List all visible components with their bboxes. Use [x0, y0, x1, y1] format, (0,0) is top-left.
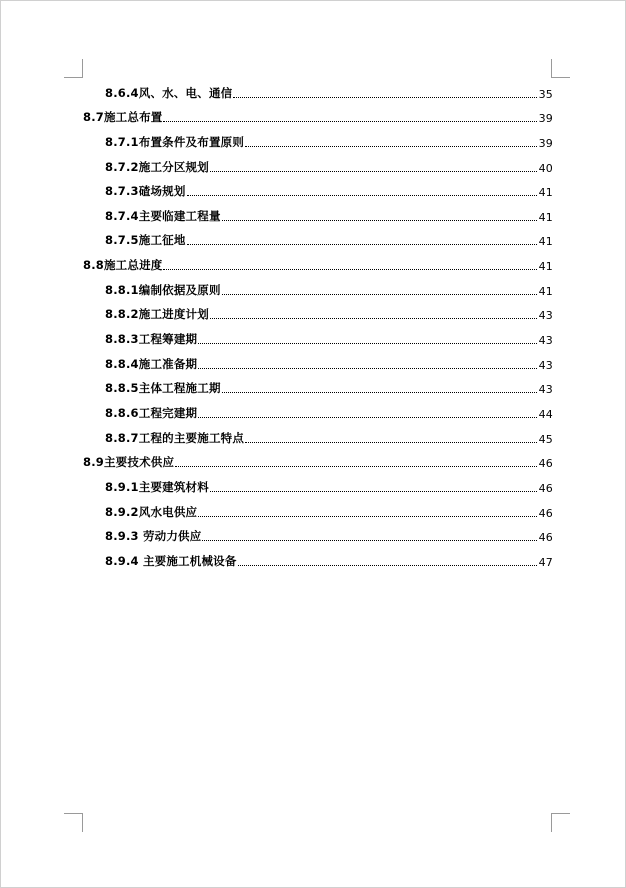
toc-dot-leader — [187, 244, 537, 245]
toc-dot-leader — [210, 491, 537, 492]
toc-entry[interactable] — [83, 251, 553, 276]
toc-entry-title: 8.7.4主要临建工程量 — [105, 208, 221, 223]
toc-entry-title: 8.8.5主体工程施工期 — [105, 381, 221, 396]
toc-entry-title: 8.9.2风水电供应 — [105, 504, 198, 519]
toc-dot-leader — [210, 171, 537, 172]
toc-entry-page-number: 47 — [538, 555, 553, 569]
toc-dot-leader — [222, 392, 537, 393]
toc-dot-leader — [175, 466, 536, 467]
toc-entry-page-number: 43 — [538, 383, 553, 397]
toc-dot-leader — [163, 269, 536, 270]
toc-entry[interactable] — [83, 202, 553, 227]
toc-entry-page-number: 44 — [538, 407, 553, 421]
toc-dot-leader — [245, 146, 537, 147]
toc-entry-page-number: 43 — [538, 309, 553, 323]
toc-entry-page-number: 46 — [538, 506, 553, 520]
toc-entry[interactable] — [83, 473, 553, 498]
toc-dot-leader — [222, 220, 537, 221]
toc-dot-leader — [198, 368, 536, 369]
toc-entry-title: 8.8.3工程筹建期 — [105, 332, 198, 347]
toc-entry-page-number: 35 — [538, 87, 553, 101]
toc-entry-title: 8.9.4 主要施工机械设备 — [105, 553, 237, 568]
toc-entry-page-number: 41 — [538, 260, 553, 274]
toc-dot-leader — [198, 343, 536, 344]
toc-entry[interactable] — [83, 449, 553, 474]
toc-entry[interactable] — [83, 276, 553, 301]
toc-entry-page-number: 41 — [538, 210, 553, 224]
toc-dot-leader — [202, 540, 536, 541]
toc-entry-page-number: 40 — [538, 161, 553, 175]
toc-dot-leader — [210, 318, 537, 319]
toc-entry-title: 8.8.2施工进度计划 — [105, 307, 209, 322]
toc-entry-page-number: 46 — [538, 531, 553, 545]
toc-entry-page-number: 39 — [538, 136, 553, 150]
toc-entry[interactable] — [83, 128, 553, 153]
toc-entry-title: 8.9.1主要建筑材料 — [105, 479, 209, 494]
toc-entry[interactable] — [83, 498, 553, 523]
toc-entry[interactable] — [83, 153, 553, 178]
toc-entry-page-number: 46 — [538, 481, 553, 495]
toc-entry-title: 8.8.7工程的主要施工特点 — [105, 430, 245, 445]
toc-entry-page-number: 41 — [538, 186, 553, 200]
toc-dot-leader — [222, 294, 537, 295]
toc-entry[interactable] — [83, 547, 553, 572]
toc-dot-leader — [245, 442, 537, 443]
toc-entry-title: 8.6.4风、水、电、通信 — [105, 85, 233, 100]
toc-dot-leader — [198, 516, 536, 517]
toc-entry[interactable] — [83, 399, 553, 424]
toc-dot-leader — [238, 565, 537, 566]
toc-entry-title: 8.7.1布置条件及布置原则 — [105, 134, 245, 149]
toc-entry[interactable] — [83, 350, 553, 375]
toc-entry-title: 8.7施工总布置 — [83, 110, 163, 125]
toc-entry-page-number: 43 — [538, 358, 553, 372]
toc-dot-leader — [163, 121, 536, 122]
toc-entry[interactable] — [83, 301, 553, 326]
toc-entry-title: 8.8施工总进度 — [83, 258, 163, 273]
toc-entry-page-number: 43 — [538, 334, 553, 348]
toc-entry-page-number: 45 — [538, 432, 553, 446]
toc-entry-title: 8.8.6工程完建期 — [105, 405, 198, 420]
toc-entry-title: 8.8.4施工准备期 — [105, 356, 198, 371]
toc-entry-title: 8.7.5施工征地 — [105, 233, 186, 248]
toc-entry[interactable] — [83, 79, 553, 104]
toc-entry[interactable] — [83, 104, 553, 129]
toc-entry-page-number: 41 — [538, 235, 553, 249]
toc-entry[interactable] — [83, 424, 553, 449]
toc-entry[interactable] — [83, 227, 553, 252]
toc-entry-page-number: 41 — [538, 284, 553, 298]
toc-dot-leader — [187, 195, 537, 196]
crop-mark-bottom-right — [551, 813, 570, 832]
toc-entry-title: 8.9主要技术供应 — [83, 455, 175, 470]
toc-entry-page-number: 39 — [538, 112, 553, 126]
crop-mark-bottom-left — [64, 813, 83, 832]
toc-entry[interactable] — [83, 325, 553, 350]
toc-entry[interactable] — [83, 375, 553, 400]
toc-dot-leader — [233, 97, 536, 98]
toc-entry-title: 8.9.3 劳动力供应 — [105, 529, 202, 544]
toc-entry-title: 8.8.1编制依据及原则 — [105, 282, 221, 297]
crop-mark-top-right — [551, 59, 570, 78]
toc-entry-title: 8.7.2施工分区规划 — [105, 159, 209, 174]
toc-entry[interactable] — [83, 178, 553, 203]
toc-entry-title: 8.7.3碴场规划 — [105, 184, 186, 199]
crop-mark-top-left — [64, 59, 83, 78]
table-of-contents — [83, 79, 553, 572]
toc-entry-page-number: 46 — [538, 457, 553, 471]
toc-dot-leader — [198, 417, 536, 418]
toc-entry[interactable] — [83, 523, 553, 548]
